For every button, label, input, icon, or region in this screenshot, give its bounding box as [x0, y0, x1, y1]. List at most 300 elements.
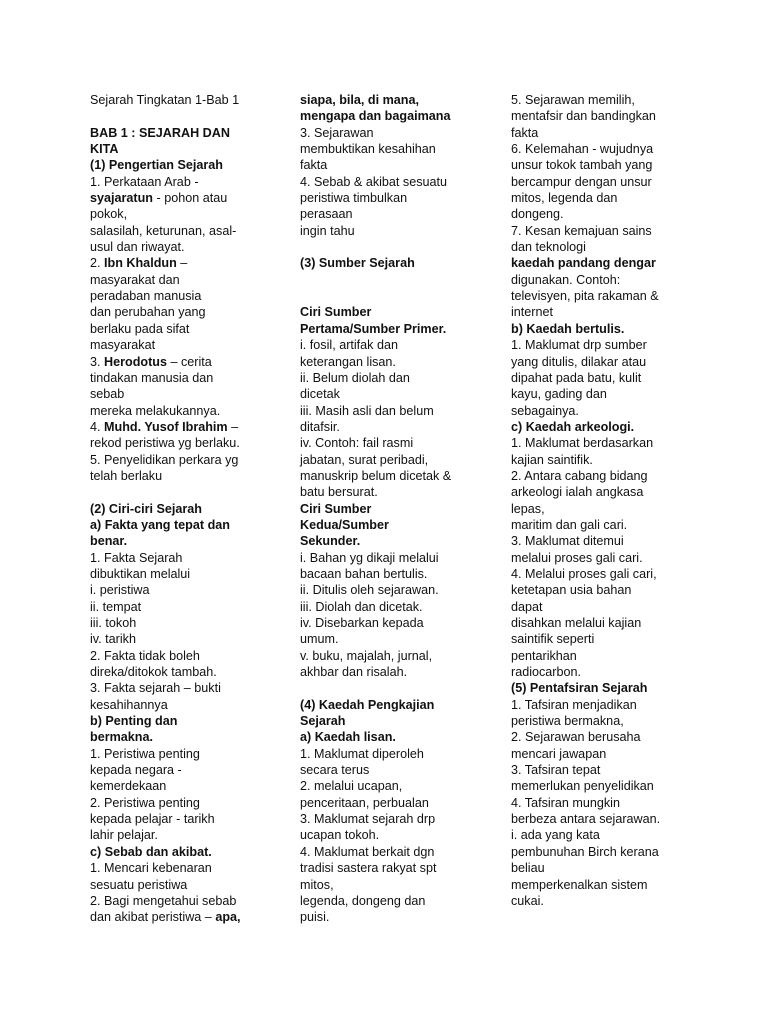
text-run: akhbar dan risalah. [300, 665, 408, 680]
text-line [511, 206, 683, 222]
text-line [300, 206, 472, 222]
text-run: bacaan bahan bertulis. [300, 566, 428, 581]
text-line [90, 452, 262, 468]
text-line [511, 288, 683, 304]
text-line [300, 190, 472, 206]
text-column-2 [300, 92, 472, 926]
text-line [90, 746, 262, 762]
text-line [300, 386, 472, 402]
text-line [300, 729, 472, 745]
text-line [90, 108, 262, 124]
text-run: salasilah, keturunan, asal- [90, 223, 237, 238]
text-run: 4. Maklumat berkait dgn [300, 844, 435, 859]
text-run: batu bersurat. [300, 485, 378, 500]
text-line [90, 893, 262, 909]
text-line [511, 713, 683, 729]
text-run: mitos, [300, 877, 334, 892]
text-run: kesahihannya [90, 697, 168, 712]
text-run: 1. Peristiwa penting [90, 746, 200, 761]
text-run: mereka melakukannya. [90, 403, 221, 418]
text-line [511, 615, 683, 631]
text-line [511, 631, 683, 647]
text-line [511, 762, 683, 778]
text-line [300, 909, 472, 925]
text-run: 7. Kesan kemajuan sains [511, 223, 652, 238]
text-run: dan teknologi [511, 240, 586, 255]
bold-text: BAB 1 : SEJARAH DAN [90, 125, 230, 140]
text-run: telah berlaku [90, 468, 163, 483]
text-line [90, 729, 262, 745]
text-line [90, 664, 262, 680]
text-line [300, 811, 472, 827]
text-line [300, 239, 472, 255]
bold-text: (3) Sumber Sejarah [300, 256, 415, 271]
text-run: ucapan tokoh. [300, 828, 380, 843]
text-line [90, 844, 262, 860]
text-run: – [176, 256, 188, 271]
text-line [300, 697, 472, 713]
text-line [511, 272, 683, 288]
text-line [511, 795, 683, 811]
text-line [511, 435, 683, 451]
text-run: 2. Bagi mengetahui sebab [90, 893, 237, 908]
text-line [300, 370, 472, 386]
text-run: sebagainya. [511, 403, 579, 418]
text-line [90, 354, 262, 370]
text-line [300, 844, 472, 860]
text-line [300, 533, 472, 549]
text-run: ii. tempat [90, 599, 142, 614]
text-line [90, 762, 262, 778]
text-run: disahkan melalui kajian [511, 616, 642, 630]
text-line [300, 517, 472, 533]
text-run: 4. Tafsiran mungkin [511, 795, 620, 810]
bold-text: benar. [90, 534, 128, 549]
text-run: ketetapan usia bahan [511, 583, 632, 598]
text-line [90, 157, 262, 173]
text-run: internet [511, 305, 554, 320]
bold-text: Sekunder. [300, 534, 361, 549]
text-run: mencari jawapan [511, 746, 607, 761]
text-run: – cerita [166, 354, 212, 369]
text-run: - pohon atau [153, 191, 228, 206]
text-line [300, 272, 472, 288]
text-line [300, 680, 472, 696]
text-line [300, 582, 472, 598]
text-line [90, 484, 262, 500]
text-run: pentarikhan [511, 648, 577, 663]
bold-text: bermakna. [90, 730, 153, 745]
text-run: iii. Diolah dan dicetak. [300, 599, 423, 614]
text-run: televisyen, pita rakaman & [511, 289, 659, 304]
text-line [511, 157, 683, 173]
text-run: ditafsir. [300, 419, 340, 434]
text-line [300, 174, 472, 190]
text-line [90, 909, 262, 925]
text-run: Sejarah Tingkatan 1-Bab 1 [90, 93, 240, 107]
text-line [511, 550, 683, 566]
text-line [90, 877, 262, 893]
text-line [300, 337, 472, 353]
text-line [511, 877, 683, 893]
text-run: kayu, gading dan [511, 387, 607, 402]
text-line [511, 321, 683, 337]
text-line [90, 223, 262, 239]
text-run: melalui proses gali cari. [511, 550, 643, 565]
text-line [90, 255, 262, 271]
text-line [511, 108, 683, 124]
text-line [90, 288, 262, 304]
text-line [300, 288, 472, 304]
text-line [300, 550, 472, 566]
text-run: fakta [511, 125, 539, 140]
text-line [300, 125, 472, 141]
bold-text: a) Fakta yang tepat dan [90, 517, 230, 532]
text-line [300, 827, 472, 843]
text-line [90, 615, 262, 631]
text-line [300, 419, 472, 435]
text-run: jabatan, surat peribadi, [300, 452, 429, 467]
text-line [300, 795, 472, 811]
text-line [300, 484, 472, 500]
text-run: rekod peristiwa yg berlaku. [90, 436, 240, 451]
bold-text: kaedah pandang dengar [511, 256, 656, 271]
text-run: 1. Maklumat drp sumber [511, 338, 647, 353]
bold-text: c) Kaedah arkeologi. [511, 419, 635, 434]
text-run: peristiwa timbulkan [300, 191, 408, 206]
text-line [300, 746, 472, 762]
text-line [300, 778, 472, 794]
text-run: masyarakat dan [90, 272, 180, 287]
text-line [511, 354, 683, 370]
text-run: 1. Fakta Sejarah [90, 550, 183, 565]
text-run: secara terus [300, 763, 370, 778]
text-run: iv. Disebarkan kepada [300, 616, 424, 630]
text-run: iv. tarikh [90, 632, 136, 647]
text-line [511, 92, 683, 108]
text-line [511, 174, 683, 190]
text-run: iii. Masih asli dan belum [300, 403, 434, 418]
text-line [511, 582, 683, 598]
text-line [511, 501, 683, 517]
text-run: unsur tokok tambah yang [511, 158, 653, 173]
text-line [90, 631, 262, 647]
text-run: kajian saintifik. [511, 452, 593, 467]
text-line [511, 697, 683, 713]
text-run: i. ada yang kata [511, 828, 600, 843]
text-run: cukai. [511, 893, 544, 908]
text-line [90, 566, 262, 582]
bold-text: Herodotus [104, 354, 167, 369]
bold-text: KITA [90, 142, 119, 157]
text-run: memerlukan penyelidikan [511, 779, 654, 794]
text-run: bercampur dengan unsur [511, 174, 652, 189]
text-line [300, 566, 472, 582]
text-line [511, 533, 683, 549]
text-line [90, 239, 262, 255]
text-line [90, 190, 262, 206]
bold-text: Ciri Sumber [300, 501, 372, 516]
text-run: memperkenalkan sistem [511, 877, 648, 892]
text-run: pembunuhan Birch kerana [511, 844, 659, 859]
text-line [300, 108, 472, 124]
text-run: dan akibat peristiwa – [90, 910, 216, 925]
text-run: i. peristiwa [90, 583, 150, 598]
text-line [90, 304, 262, 320]
text-run: digunakan. Contoh: [511, 272, 621, 287]
text-line [300, 157, 472, 173]
bold-text: (4) Kaedah Pengkajian [300, 697, 435, 712]
text-run: tindakan manusia dan [90, 370, 214, 385]
text-line [300, 255, 472, 271]
text-run: 3. Maklumat sejarah drp [300, 812, 436, 827]
text-line [90, 860, 262, 876]
text-run: dibuktikan melalui [90, 566, 191, 581]
text-line [90, 599, 262, 615]
text-line [511, 729, 683, 745]
text-line [511, 386, 683, 402]
text-line [511, 599, 683, 615]
text-run: 1. Maklumat berdasarkan [511, 436, 654, 451]
text-line [90, 713, 262, 729]
text-run: ingin tahu [300, 223, 355, 238]
text-line [511, 860, 683, 876]
text-line [511, 337, 683, 353]
text-line [511, 827, 683, 843]
text-line [90, 827, 262, 843]
text-line [90, 141, 262, 157]
text-run: yang ditulis, dilakar atau [511, 354, 647, 369]
text-line [511, 403, 683, 419]
text-run: tradisi sastera rakyat spt [300, 861, 437, 876]
text-line [90, 582, 262, 598]
text-line [511, 778, 683, 794]
text-line [300, 403, 472, 419]
text-line [511, 255, 683, 271]
text-run: 3. Fakta sejarah – bukti [90, 681, 221, 696]
text-line [300, 223, 472, 239]
text-run: legenda, dongeng dan [300, 893, 426, 908]
text-run: berbeza antara sejarawan. [511, 812, 661, 827]
text-run: saintifik seperti [511, 632, 595, 647]
text-line [90, 403, 262, 419]
text-run: 2. [90, 256, 105, 271]
text-line [300, 468, 472, 484]
text-run: 5. Penyelidikan perkara yg [90, 452, 239, 467]
bold-text: (1) Pengertian Sejarah [90, 158, 223, 173]
text-line [511, 893, 683, 909]
text-line [90, 697, 262, 713]
bold-text: Ciri Sumber [300, 305, 372, 320]
text-line [511, 664, 683, 680]
text-line [90, 435, 262, 451]
text-run: masyarakat [90, 338, 156, 353]
text-run: mitos, legenda dan [511, 191, 618, 206]
text-line [511, 746, 683, 762]
text-run: radiocarbon. [511, 665, 582, 680]
text-line [90, 778, 262, 794]
text-line [300, 664, 472, 680]
text-line [511, 484, 683, 500]
text-run: berlaku pada sifat [90, 321, 190, 336]
text-line [300, 435, 472, 451]
text-line [511, 190, 683, 206]
text-run: ii. Belum diolah dan [300, 370, 410, 385]
text-line [511, 239, 683, 255]
text-run: manuskrip belum dicetak & [300, 468, 452, 483]
bold-text: apa, [215, 910, 241, 925]
text-run: beliau [511, 861, 545, 876]
bold-text: Kedua/Sumber [300, 517, 389, 532]
text-line [511, 304, 683, 320]
bold-text: siapa, bila, di mana, [300, 93, 419, 107]
text-run: dongeng. [511, 207, 564, 222]
text-run: 4. Sebab & akibat sesuatu [300, 174, 448, 189]
text-run: ii. Ditulis oleh sejarawan. [300, 583, 439, 598]
text-run: penceritaan, perbualan [300, 795, 429, 810]
text-line [90, 321, 262, 337]
text-line [90, 419, 262, 435]
text-run: 1. Maklumat diperoleh [300, 746, 424, 761]
text-run: dipahat pada batu, kulit [511, 370, 642, 385]
text-line [300, 648, 472, 664]
text-run: dan perubahan yang [90, 305, 206, 320]
text-run: usul dan riwayat. [90, 240, 185, 255]
text-line [511, 419, 683, 435]
text-line [511, 125, 683, 141]
text-run: 2. Antara cabang bidang [511, 468, 648, 483]
text-line [300, 141, 472, 157]
text-line [511, 370, 683, 386]
text-line [511, 811, 683, 827]
text-run: kepada negara - [90, 763, 182, 778]
bold-text: Ibn Khaldun [104, 256, 177, 271]
text-run: v. buku, majalah, jurnal, [300, 648, 433, 663]
text-column-3 [511, 92, 683, 909]
text-line [511, 223, 683, 239]
text-line [300, 452, 472, 468]
text-run: maritim dan gali cari. [511, 517, 628, 532]
text-run: peradaban manusia [90, 289, 202, 304]
text-run: mentafsir dan bandingkan [511, 109, 656, 124]
text-run: 4. Melalui proses gali cari, [511, 566, 657, 581]
text-line [300, 631, 472, 647]
text-line [90, 533, 262, 549]
text-line [300, 354, 472, 370]
text-line [90, 370, 262, 386]
text-line [300, 762, 472, 778]
bold-text: (5) Pentafsiran Sejarah [511, 681, 648, 696]
bold-text: b) Kaedah bertulis. [511, 321, 625, 336]
text-line [90, 501, 262, 517]
text-line [90, 125, 262, 141]
text-column-1 [90, 92, 262, 926]
text-line [300, 92, 472, 108]
bold-text: syajaratun [90, 191, 153, 206]
text-run: dapat [511, 599, 543, 614]
bold-text: c) Sebab dan akibat. [90, 844, 212, 859]
text-run: perasaan [300, 207, 353, 222]
text-line [90, 272, 262, 288]
bold-text: Sejarah [300, 714, 346, 729]
text-line [90, 648, 262, 664]
bold-text: b) Penting dan [90, 714, 178, 729]
text-run: umum. [300, 632, 339, 647]
text-run: sesuatu peristiwa [90, 877, 188, 892]
text-run: 4. [90, 419, 105, 434]
text-run: sebab [90, 387, 125, 402]
text-run: iv. Contoh: fail rasmi [300, 436, 414, 451]
text-line [90, 517, 262, 533]
text-run: arkeologi ialah angkasa [511, 485, 644, 500]
text-run: 6. Kelemahan - wujudnya [511, 142, 654, 157]
text-line [90, 174, 262, 190]
text-line [90, 92, 262, 108]
text-line [511, 680, 683, 696]
text-run: iii. tokoh [90, 616, 137, 630]
text-run: keterangan lisan. [300, 354, 396, 369]
text-run: fakta [300, 158, 328, 173]
text-run: i. fosil, artifak dan [300, 338, 398, 353]
text-run: direka/ditokok tambah. [90, 665, 217, 680]
text-line [300, 893, 472, 909]
text-line [511, 566, 683, 582]
bold-text: Muhd. Yusof Ibrahim [104, 419, 228, 434]
text-run: 3. Sejarawan [300, 125, 374, 140]
text-line [90, 206, 262, 222]
text-run: – [227, 419, 239, 434]
text-run: 2. melalui ucapan, [300, 779, 403, 794]
bold-text: a) Kaedah lisan. [300, 730, 396, 745]
text-line [511, 517, 683, 533]
text-line [300, 877, 472, 893]
text-line [90, 337, 262, 353]
text-run: 3. [90, 354, 105, 369]
text-line [300, 599, 472, 615]
text-line [90, 386, 262, 402]
text-run: 3. Tafsiran tepat [511, 763, 601, 778]
text-line [300, 304, 472, 320]
text-run: 1. Mencari kebenaran [90, 861, 212, 876]
bold-text: mengapa dan bagaimana [300, 109, 451, 124]
text-run: 1. Tafsiran menjadikan [511, 697, 637, 712]
text-line [90, 550, 262, 566]
text-run: 2. Peristiwa penting [90, 795, 200, 810]
bold-text: (2) Ciri-ciri Sejarah [90, 501, 202, 516]
text-run: kepada pelajar - tarikh [90, 812, 215, 827]
text-run: 2. Sejarawan berusaha [511, 730, 641, 745]
text-run: lahir pelajar. [90, 828, 158, 843]
text-run: i. Bahan yg dikaji melalui [300, 550, 439, 565]
text-line [300, 860, 472, 876]
text-run: 3. Maklumat ditemui [511, 534, 624, 549]
text-run: lepas, [511, 501, 545, 516]
text-run: membuktikan kesahihan [300, 142, 436, 157]
text-run: puisi. [300, 910, 330, 925]
text-line [511, 844, 683, 860]
text-run: 1. Perkataan Arab - [90, 174, 199, 189]
text-line [90, 811, 262, 827]
text-run: 5. Sejarawan memilih, [511, 93, 635, 107]
text-line [300, 501, 472, 517]
text-line [90, 795, 262, 811]
text-line [511, 452, 683, 468]
text-line [300, 713, 472, 729]
text-run: dicetak [300, 387, 340, 402]
text-line [511, 648, 683, 664]
bold-text: Pertama/Sumber Primer. [300, 321, 447, 336]
text-run: 2. Fakta tidak boleh [90, 648, 200, 663]
